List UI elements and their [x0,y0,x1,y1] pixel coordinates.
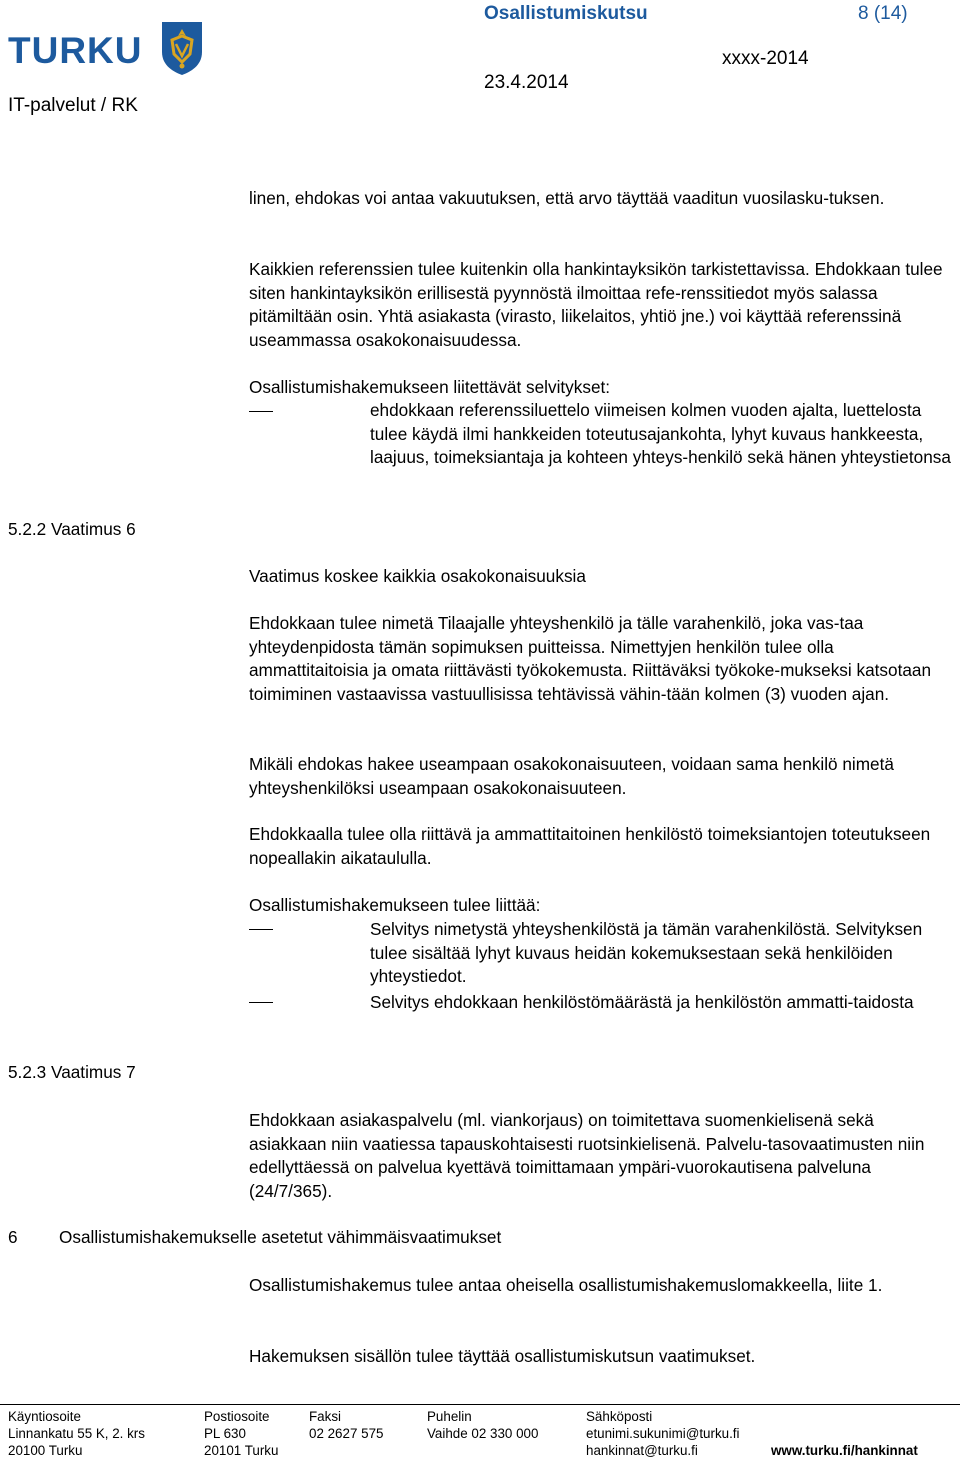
footer-visit-street: Linnankatu 55 K, 2. krs [8,1426,145,1441]
paragraph-contact-person: Ehdokkaan tulee nimetä Tilaajalle yhteyshenkilö ja tälle varahenkilö, joka vas-taa yhteydenpidosta tämän sopimuksen puitteissa. Nimettyjen henkilön tulee olla ammattitaitoisia ja omata riittävästi työkokemusta. Riittäväksi työkoke-mukseksi katsotaan toimiminen vastaavissa vastuullisissa tehtävissä vähin-tään kolmen (3) vuoden ajan. [249,613,932,704]
paragraph-staff: Ehdokkaalla tulee olla riittävä ja ammattitaitoinen henkilöstö toimeksiantojen toteutukseen nopeallakin aikataululla. [249,824,931,868]
section-heading-5-2-2: 5.2.2 Vaatimus 6 [8,519,136,539]
footer-divider [0,1404,960,1405]
department-label: IT-palvelut / RK [8,95,138,116]
footer-phone-number: Vaihde 02 330 000 [427,1426,539,1441]
footer-email-label: Sähköposti [586,1409,653,1424]
footer-postal-box: PL 630 [204,1426,246,1441]
paragraph-requirements: Hakemuksen sisällön tulee täyttää osallistumiskutsun vaatimukset. [249,1346,756,1366]
bullet-dash [249,1002,273,1003]
page-number: 8 (14) [858,3,908,24]
footer-fax-label: Faksi [309,1409,341,1424]
section-number-6: 6 [8,1227,18,1247]
document-date: 23.4.2014 [484,72,569,93]
bullet-reference-list: ehdokkaan referenssiluettelo viimeisen kolmen vuoden ajalta, luettelosta tulee käydä ilmi hankkeiden toteutusajankohta, lyhyt kuvaus hankkeesta, laajuus, toimeksiantaja ja kohteen yhteys-henkilö sekä hänen yhteystietonsa [370,400,951,467]
footer-visit-city: 20100 Turku [8,1443,83,1458]
section-heading-5-2-3: 5.2.3 Vaatimus 7 [8,1062,136,1082]
paragraph-attach-intro: Osallistumishakemukseen tulee liittää: [249,895,541,915]
footer-fax-number: 02 2627 575 [309,1426,384,1441]
paragraph-attachments-intro: Osallistumishakemukseen liitettävät selvitykset: [249,377,611,397]
footer-postal-label: Postiosoite [204,1409,270,1424]
bullet-contact-report: Selvitys nimetystä yhteyshenkilöstä ja tämän varahenkilöstä. Selvityksen tulee sisältää lyhyt kuvaus heidän kokemuksestaan sekä henkilöiden yhteystiedot. [370,919,923,986]
bullet-staff-report: Selvitys ehdokkaan henkilöstömäärästä ja henkilöstön ammatti-taidosta [370,992,914,1012]
footer-website-link[interactable]: www.turku.fi/hankinnat [771,1443,918,1458]
section-heading-6: Osallistumishakemukselle asetetut vähimmäisvaatimukset [59,1227,502,1247]
document-reference: xxxx-2014 [722,48,809,69]
bullet-dash [249,929,273,930]
paragraph-customer-service: Ehdokkaan asiakaspalvelu (ml. viankorjaus) on toimitettava suomenkielisenä sekä asiakkaan niin vaatiessa tapauskohtaisesti ruotsinkielisenä. Palvelu-tasovaatimusten niin edellyttäessä on palvelua kyettävä toimittamaan ympäri-vuorokautisena palveluna (24/7/365). [249,1110,925,1201]
paragraph-revenue: linen, ehdokas voi antaa vakuutuksen, että arvo täyttää vaaditun vuosilasku-tuksen. [249,188,885,208]
footer-visit-label: Käyntiosoite [8,1409,81,1424]
logo-wordmark: TURKU [8,30,143,71]
footer-phone-label: Puhelin [427,1409,472,1424]
paragraph-scope: Vaatimus koskee kaikkia osakokonaisuuksia [249,566,586,586]
bullet-dash [249,411,273,412]
document-title: Osallistumiskutsu [484,3,648,24]
footer-email-procurement[interactable]: hankinnat@turku.fi [586,1443,698,1458]
paragraph-references: Kaikkien referenssien tulee kuitenkin olla hankintayksikön tarkistettavissa. Ehdokkaan tulee siten hankintayksikön erillisestä pyynnöstä ilmoittaa refe-renssitiedot myös salassa pitämiltään osin. Yhtä asiakasta (virasto, liikelaitos, yhtiö jne.) voi käyttää referenssinä useammassa osakokonaisuudessa. [249,259,943,350]
turku-crest-icon [160,20,204,76]
footer-postal-city: 20101 Turku [204,1443,279,1458]
footer-email-pattern[interactable]: etunimi.sukunimi@turku.fi [586,1426,740,1441]
paragraph-application-form: Osallistumishakemus tulee antaa oheisella osallistumishakemuslomakkeella, liite 1. [249,1275,883,1295]
paragraph-multiple-lots: Mikäli ehdokas hakee useampaan osakokonaisuuteen, voidaan sama henkilö nimetä yhteyshenkilöksi useampaan osakokonaisuuteen. [249,754,894,798]
